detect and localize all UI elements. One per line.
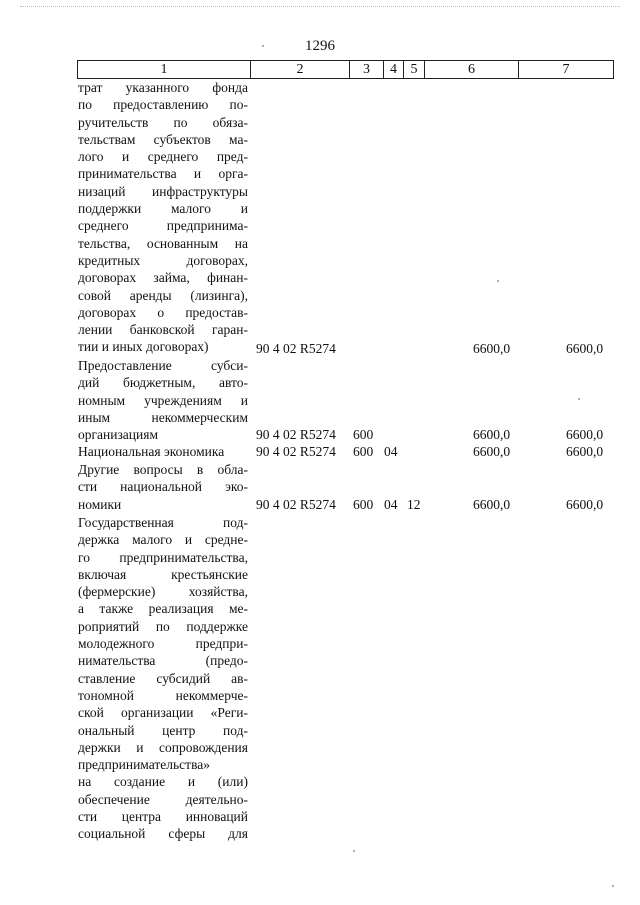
description-block-3 xyxy=(78,443,248,460)
text-line: номным учреждениям и xyxy=(78,392,248,408)
text-line: организациям xyxy=(78,427,159,443)
header-col-2: 2 xyxy=(251,61,350,79)
text-line: лении банковской гаран- xyxy=(78,322,248,338)
expense-type: 600 xyxy=(353,427,374,442)
expense-type: 600 xyxy=(353,444,374,459)
amount-col-7: 6600,0 xyxy=(566,427,604,442)
scan-speck xyxy=(497,280,499,282)
text-line: номики xyxy=(78,496,122,512)
text-line: сти национальной эко- xyxy=(78,479,248,495)
text-line: Другие вопросы в обла- xyxy=(78,462,248,477)
target-code: 90 4 02 R5274 xyxy=(256,427,336,442)
header-col-3: 3 xyxy=(350,61,384,79)
text-line: низаций инфраструктуры xyxy=(78,183,248,199)
text-line: ставление субсидий ав- xyxy=(78,670,248,686)
amount-col-6: 6600,0 xyxy=(473,427,511,442)
header-col-1: 1 xyxy=(78,61,251,79)
description-block-4 xyxy=(78,461,248,513)
text-line: Национальная экономика xyxy=(78,444,225,459)
text-line: Государственная под- xyxy=(78,515,248,530)
amount-col-6: 6600,0 xyxy=(473,341,511,356)
text-line: иным некоммерческим xyxy=(78,409,248,425)
amount-col-7: 6600,0 xyxy=(566,444,604,459)
amount-col-7: 6600,0 xyxy=(566,497,604,512)
text-line: ональный центр под- xyxy=(78,722,248,738)
text-line: нимательства (предо- xyxy=(78,653,248,669)
header-col-5: 5 xyxy=(404,61,425,79)
text-line: на создание и (или) xyxy=(78,774,248,790)
text-line: го предпринимательства, xyxy=(78,549,248,565)
text-line: молодежного предпри- xyxy=(78,636,248,652)
text-line: сти центра инноваций xyxy=(78,809,248,825)
scan-edge-noise xyxy=(20,6,620,9)
text-line: предпринимательства» xyxy=(78,757,211,773)
text-line: лого и среднего пред- xyxy=(78,149,248,165)
text-line: принимательства и орга- xyxy=(78,166,248,182)
header-col-6: 6 xyxy=(425,61,519,79)
text-line: договорах о предостав- xyxy=(78,304,248,320)
text-line: а также реализация ме- xyxy=(78,601,248,617)
text-line: тельства, основанным на xyxy=(78,235,248,251)
expense-type: 600 xyxy=(353,497,374,512)
table-header xyxy=(77,60,614,79)
text-line: (фермерские) хозяйства, xyxy=(78,584,248,600)
text-line: Предоставление субси- xyxy=(78,358,248,373)
text-line: держки и сопровождения xyxy=(78,739,248,755)
text-line: среднего предпринима- xyxy=(78,218,248,234)
text-line: тии и иных договорах) xyxy=(78,339,209,355)
scan-speck xyxy=(612,885,614,887)
text-line: ской организации «Реги- xyxy=(78,705,248,721)
description-block-2 xyxy=(78,357,248,443)
target-code: 90 4 02 R5274 xyxy=(256,341,336,356)
amount-col-7: 6600,0 xyxy=(566,341,604,356)
text-line: социальной сферы для xyxy=(78,826,248,842)
description-block-1 xyxy=(78,79,248,356)
text-line: держка малого и средне- xyxy=(78,532,248,548)
text-line: тономной некоммерче- xyxy=(78,687,248,703)
description-block-5 xyxy=(78,514,248,843)
text-line: совой аренды (лизинга), xyxy=(78,287,248,303)
text-line: дий бюджетным, авто- xyxy=(78,375,248,391)
header-col-7: 7 xyxy=(519,61,614,79)
scan-speck xyxy=(262,45,264,47)
scan-speck xyxy=(353,850,355,852)
section-code: 04 xyxy=(384,497,398,512)
subsection-code: 12 xyxy=(407,497,421,512)
text-line: включая крестьянские xyxy=(78,566,248,582)
scan-speck xyxy=(578,398,580,400)
target-code: 90 4 02 R5274 xyxy=(256,444,336,459)
text-line: тельствам субъектов ма- xyxy=(78,131,248,147)
text-line: поддержки малого и xyxy=(78,201,248,217)
text-line: договорах займа, финан- xyxy=(78,270,248,286)
text-line: трат указанного фонда xyxy=(78,80,248,95)
section-code: 04 xyxy=(384,444,398,459)
text-line: роприятий по поддержке xyxy=(78,618,248,634)
text-line: кредитных договорах, xyxy=(78,252,248,268)
amount-col-6: 6600,0 xyxy=(473,444,511,459)
text-line: по предоставлению по- xyxy=(78,97,248,113)
text-line: обеспечение деятельно- xyxy=(78,791,248,807)
page-number: 1296 xyxy=(305,38,335,54)
target-code: 90 4 02 R5274 xyxy=(256,497,336,512)
text-line: ручительств по обяза- xyxy=(78,114,248,130)
amount-col-6: 6600,0 xyxy=(473,497,511,512)
header-col-4: 4 xyxy=(384,61,404,79)
